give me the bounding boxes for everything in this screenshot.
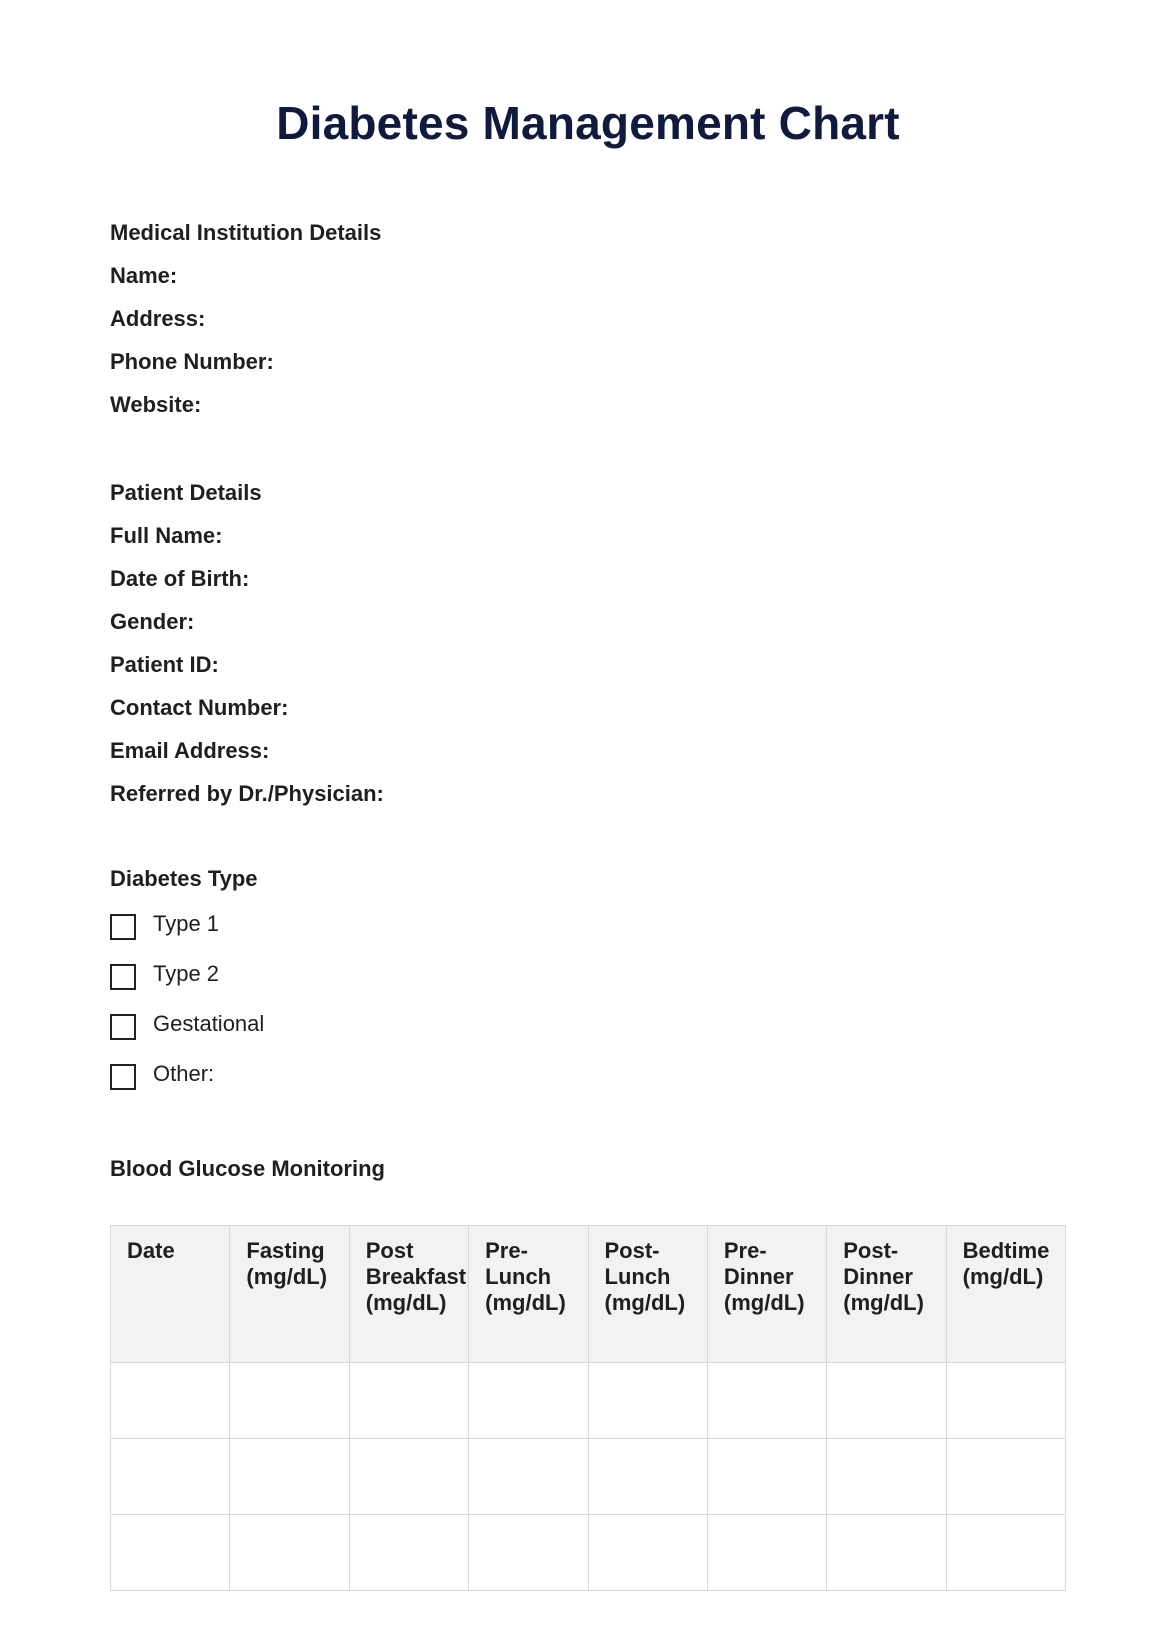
patient-referred-by-field: Referred by Dr./Physician:: [110, 781, 384, 806]
table-cell[interactable]: [469, 1515, 588, 1591]
page-title: Diabetes Management Chart: [276, 97, 900, 149]
option-type-2[interactable]: [110, 961, 264, 1011]
institution-name-field: Name:: [110, 263, 178, 288]
column-header-post-dinner: Post-Dinner (mg/dL): [827, 1226, 946, 1363]
column-header-pre-dinner: Pre-Dinner (mg/dL): [707, 1226, 826, 1363]
patient-dob-field: Date of Birth:: [110, 566, 250, 591]
column-header-post-lunch: Post-Lunch (mg/dL): [588, 1226, 707, 1363]
glucose-table: [110, 1225, 1066, 1591]
table-cell[interactable]: [827, 1363, 946, 1439]
table-cell[interactable]: [588, 1439, 707, 1515]
checkbox-type-2[interactable]: [110, 964, 136, 990]
table-row: [111, 1515, 1066, 1591]
table-cell[interactable]: [588, 1363, 707, 1439]
patient-full-name-field: Full Name:: [110, 523, 223, 548]
option-gestational[interactable]: [110, 1011, 264, 1061]
institution-website-field: Website:: [110, 392, 202, 417]
option-other[interactable]: [110, 1061, 264, 1111]
table-cell[interactable]: [707, 1363, 826, 1439]
checkbox-type-1[interactable]: [110, 914, 136, 940]
column-header-fasting: Fasting (mg/dL): [230, 1226, 349, 1363]
patient-section: [110, 482, 384, 826]
table-cell[interactable]: [111, 1515, 230, 1591]
table-cell[interactable]: [469, 1439, 588, 1515]
table-cell[interactable]: [946, 1363, 1065, 1439]
diabetes-type-section: [110, 868, 264, 1111]
table-cell[interactable]: [707, 1515, 826, 1591]
table-cell[interactable]: [230, 1363, 349, 1439]
table-cell[interactable]: [588, 1515, 707, 1591]
table-cell[interactable]: [827, 1515, 946, 1591]
patient-email-field: Email Address:: [110, 738, 270, 763]
checkbox-other[interactable]: [110, 1064, 136, 1090]
table-cell[interactable]: [946, 1515, 1065, 1591]
table-cell[interactable]: [946, 1439, 1065, 1515]
table-cell[interactable]: [349, 1439, 468, 1515]
institution-section: [110, 222, 381, 437]
option-label: Type 1: [153, 911, 220, 936]
patient-gender-field: Gender:: [110, 609, 195, 634]
table-cell[interactable]: [469, 1363, 588, 1439]
table-row: [111, 1439, 1066, 1515]
table-cell[interactable]: [349, 1363, 468, 1439]
table-cell[interactable]: [111, 1363, 230, 1439]
institution-heading: Medical Institution Details: [110, 220, 382, 245]
table-cell[interactable]: [827, 1439, 946, 1515]
diabetes-type-heading: Diabetes Type: [110, 866, 258, 891]
patient-heading: Patient Details: [110, 480, 262, 505]
table-header-row: [111, 1226, 1066, 1363]
column-header-bedtime: Bedtime (mg/dL): [946, 1226, 1065, 1363]
institution-address-field: Address:: [110, 306, 206, 331]
column-header-pre-lunch: Pre-Lunch (mg/dL): [469, 1226, 588, 1363]
table-cell[interactable]: [230, 1515, 349, 1591]
column-header-post-breakfast: Post Breakfast (mg/dL): [349, 1226, 468, 1363]
table-cell[interactable]: [349, 1515, 468, 1591]
option-label: Gestational: [153, 1011, 265, 1036]
table-cell[interactable]: [230, 1439, 349, 1515]
option-label: Type 2: [153, 961, 220, 986]
table-row: [111, 1363, 1066, 1439]
glucose-monitoring-heading: Blood Glucose Monitoring: [110, 1156, 385, 1181]
patient-contact-field: Contact Number:: [110, 695, 289, 720]
institution-phone-field: Phone Number:: [110, 349, 274, 374]
table-cell[interactable]: [707, 1439, 826, 1515]
option-label: Other:: [153, 1061, 215, 1086]
column-header-date: Date: [111, 1226, 230, 1363]
option-type-1[interactable]: [110, 911, 264, 961]
checkbox-gestational[interactable]: [110, 1014, 136, 1040]
patient-id-field: Patient ID:: [110, 652, 219, 677]
table-cell[interactable]: [111, 1439, 230, 1515]
